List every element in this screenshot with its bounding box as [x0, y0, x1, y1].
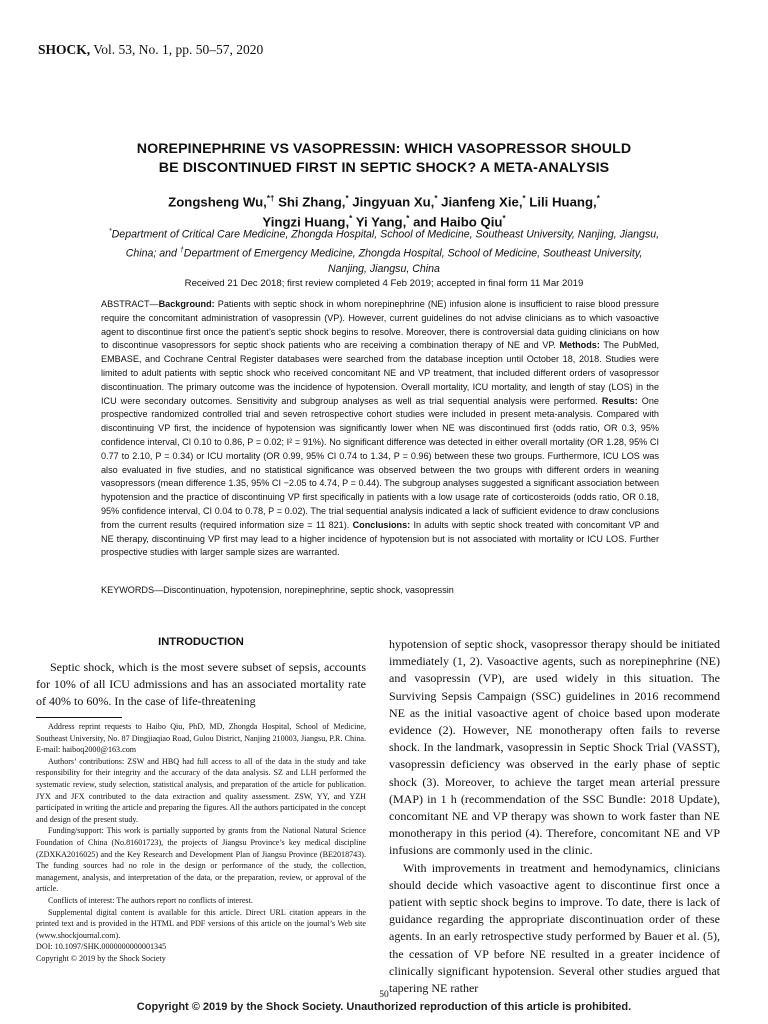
keywords: KEYWORDS—Discontinuation, hypotension, norepinephrine, septic shock, vasopressin: [101, 585, 454, 595]
affiliation-mark-2: †: [179, 247, 184, 255]
author-8: and Haibo Qiu: [413, 214, 503, 230]
footnote-reprint: Address reprint requests to Haibo Qiu, PhD, MD, Zhongda Hospital, School of Medicine, Southeast University, No. 87 Dingjiaqiao Road, Gulou District, Nanjing 210003, Jiangsu, P.R. China. E-mail: haiboq2000@163.com: [36, 722, 366, 755]
title-line-2: BE DISCONTINUED FIRST IN SEPTIC SHOCK? A META-ANALYSIS: [158, 160, 610, 176]
title-line-1: NOREPINEPHRINE VS VASOPRESSIN: WHICH VASOPRESSOR SHOULD: [136, 141, 632, 157]
author-2: Shi Zhang,: [278, 194, 346, 210]
abstract-methods-label: Methods:: [559, 340, 600, 351]
author-2-mark: *: [345, 194, 349, 203]
affiliation-2: Department of Emergency Medicine, Zhongda Hospital, School of Medicine, Southeast University, Nanjing, Jiangsu, China: [183, 247, 643, 276]
abstract-background-label: Background:: [158, 299, 215, 309]
footnotes: [36, 721, 366, 964]
footnote-divider: [36, 717, 122, 718]
abstract-lead: ABSTRACT—: [101, 299, 159, 309]
abstract-conclusions: In adults with septic shock treated with concomitant VP and NE therapy, discontinuing VP first may lead to a higher incidence of hypotension but is not associated with mortality or ICU LOS. Further prospective studies with larger sample sizes are warranted.: [101, 519, 659, 558]
author-5: Lili Huang,: [529, 194, 597, 210]
author-4-mark: *: [522, 194, 526, 203]
abstract-results: One prospective randomized controlled trial and seven retrospective cohort studies were included in present meta-analysis. Compared with discontinuing VP first, the incidence of hypotension was significantly lower when NE was discontinued first (odds ratio, OR 0.3, 95% confidence interval, CI 0.10 to 0.86, P = 0.02; I² = 91%). No significant difference was detected in either overall mortality (OR 1.28, 95% CI 0.77 to 2.10, P = 0.34) or ICU mortality (OR 0.99, 95% CI 0.74 to 1.34, P = 0.96) between these two groups. Furthermore, ICU LOS was also evaluated in five studies, and no statistical significance was observed between the two groups with different orders in weaning vasopressors (mean difference 1.35, 95% CI −2.05 to 4.74, P = 0.44). The subgroup analyses suggested a significant association between hypotension and the practice of discontinuing VP first specifically in patients with a low usage rate of corticosteroids (odds ratio, OR 0.18, 95% confidence interval, CI 0.04 to 0.78, P = 0.02). The trial sequential analysis indicated a lack of sufficient evidence to draw conclusions from the current results (required information size = 11 821).: [101, 395, 659, 530]
intro-paragraph-1-continued: hypotension of septic shock, vasopressor therapy should be initiated immediately (1, 2). Vasoactive agents, such as norepinephrine (NE) and vasopressin (VP), are used widely in this situation. The Surviving Sepsis Campaign (SSC) guidelines in 2016 recommend NE as the initial vasoactive agent of choice based upon moderate evidence (2). However, NE monotherapy often fails to reverse shock. In the landmark, vasopressin in Septic Shock Trial (VASST), vasopressin deficiency was observed in the early phase of septic shock (3). Moreover, to achieve the target mean arterial pressure (MAP) in 1 h (recommendation of the SSC Bundle: 2018 Update), concomitant NE and VP therapy was shown to work faster than NE monotherapy in this period (4). Therefore, concomitant NE and VP infusions are commonly used in the clinic.: [389, 637, 720, 858]
page-number: 50: [379, 990, 389, 1000]
intro-paragraph-2: With improvements in treatment and hemodynamics, clinicians should decide which vasoactive agent to discontinue first once a patient with septic shock begins to improve. To date, there is lack of guidance regarding the appropriate discontinuation order of these agents. In an early retrospective study performed by Bauer et al. (5), the cessation of VP before NE resulted in a greater incidence of clinically significant hypotension. Several other studies argued that tapering NE rather: [389, 860, 720, 996]
abstract-background: Patients with septic shock in whom norepinephrine (NE) infusion alone is insufficient to raise blood pressure require the concomitant administration of vasopressin (VP). However, current guidelines do not advise clinicians as to which vasoactive agent to discontinue first once the patient’s septic shock begins to resolve. Moreover, there is controversial data guiding clinicians on how to discontinue vasopressors for septic shock patients who are receiving a combination therapy of NE and VP.: [101, 299, 659, 351]
author-6: Yingzi Huang,: [262, 214, 350, 230]
abstract-results-label: Results:: [601, 395, 638, 406]
footnote-conflicts: Conflicts of interest: The authors report no conflicts of interest.: [48, 895, 253, 905]
abstract: [101, 298, 659, 560]
affiliations: [108, 224, 660, 278]
author-8-mark: *: [502, 214, 506, 224]
footnote-copyright: Copyright © 2019 by the Shock Society: [36, 953, 166, 963]
author-6-mark: *: [349, 214, 353, 224]
author-3-mark: *: [434, 194, 438, 203]
intro-paragraph-1: Septic shock, which is the most severe subset of sepsis, accounts for 10% of all ICU admissions and has an associated mortality rate of 40% to 60%. In the case of life-threatening: [36, 660, 366, 709]
author-4: Jianfeng Xie,: [441, 194, 523, 210]
footnote-doi: DOI: 10.1097/SHK.0000000000001345: [36, 942, 167, 952]
received-dates: Received 21 Dec 2018; first review completed 4 Feb 2019; accepted in final form 11 Mar 2019: [184, 278, 584, 289]
journal-details: Vol. 53, No. 1, pp. 50–57, 2020: [93, 42, 264, 57]
author-1: Zongsheng Wu,: [168, 194, 267, 210]
affiliation-mark-1: *: [108, 228, 112, 235]
author-5-mark: *: [596, 194, 600, 203]
author-7-mark: *: [406, 214, 410, 224]
affiliation-1: Department of Critical Care Medicine, Zhongda Hospital, School of Medicine, Southeast University, Nanjing, Jiangsu, China; and: [111, 228, 660, 260]
author-7: Yi Yang,: [355, 214, 407, 230]
journal-name: SHOCK,: [38, 42, 91, 57]
footnote-contributions: Authors’ contributions: ZSW and HBQ had full access to all of the data in the study and take responsibility for their integrity and the accuracy of the data analysis. SZ and LLH performed the systematic review, study selection, statistical analysis, and preparation of the article for publication. JYX and JFX contributed to the data extraction and quality assessment. ZSW, YY, and YZH participated in writing the article and preparing the figures. All the authors participated in the concept and design of the present study.: [36, 756, 366, 824]
author-3: Jingyuan Xu,: [352, 194, 435, 210]
footnote-supplemental: Supplemental digital content is available for this article. Direct URL citation appears in the printed text and is provided in the HTML and PDF versions of this article on the journal’s Web site (www.shockjournal.com).: [36, 907, 366, 940]
right-column: [389, 636, 720, 997]
article-title: [80, 140, 688, 178]
section-heading-introduction: INTRODUCTION: [158, 636, 244, 648]
author-1-mark: *†: [266, 194, 275, 203]
abstract-conclusions-label: Conclusions:: [352, 519, 411, 530]
footnote-funding: Funding/support: This work is partially supported by grants from the National Natural Science Foundation of China (No.81601723), the projects of Jiangsu Province’s key medical discipline (ZDXKA2016025) and the Key Research and Development Plan of Jiangsu Province (BE2018743). The funding sources had no role in the design or performance of the study, the collection, management, analysis, and interpretation of the data, or the preparation, review, or approval of the article.: [36, 826, 366, 894]
journal-citation: [38, 42, 263, 58]
abstract-methods: The PubMed, EMBASE, and Cochrane Central Register databases were searched from the database inception until October 18, 2018. Studies were limited to adult patients with septic shock who received concomitant NE and VP treatment, that included different orders of vasopressor discontinuation. The primary outcome was the incidence of hypotension. Overall mortality, ICU mortality, and length of stay (LOS) in the ICU were secondary outcomes. Sensitivity and subgroup analyses as well as trial sequential analysis were performed.: [101, 340, 659, 406]
copyright-notice: Copyright © 2019 by the Shock Society. Unauthorized reproduction of this article is prohibited.: [136, 1001, 632, 1013]
